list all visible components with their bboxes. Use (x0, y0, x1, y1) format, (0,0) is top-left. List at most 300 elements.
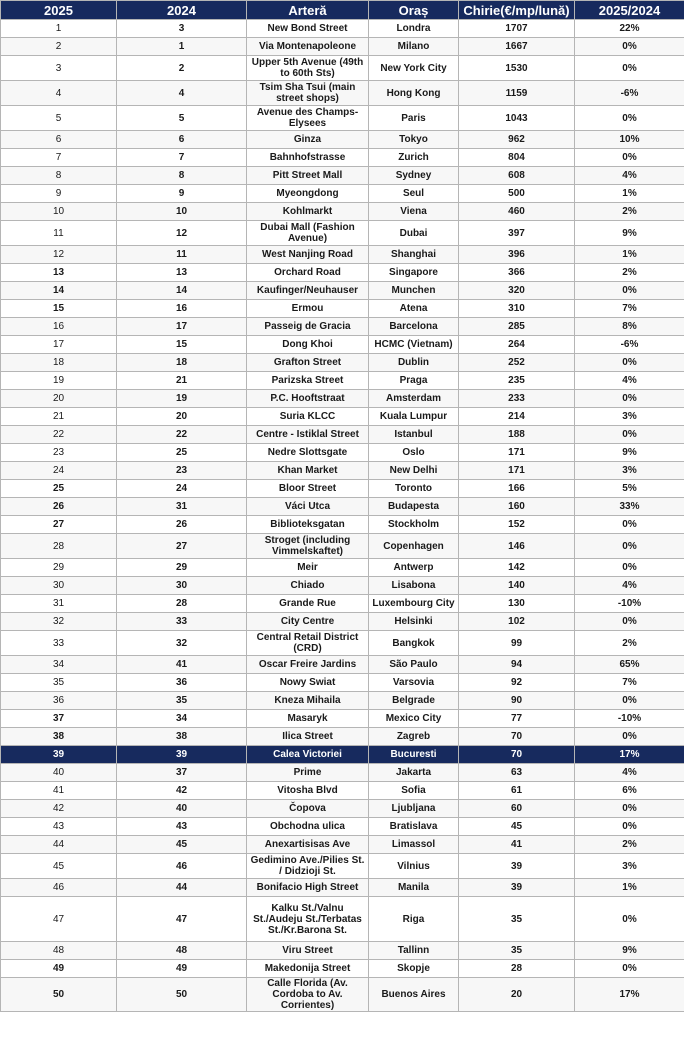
rank-2025-cell: 14 (1, 282, 117, 300)
rent-cell: 252 (459, 354, 575, 372)
rent-cell: 166 (459, 480, 575, 498)
rank-2024-cell: 50 (117, 978, 247, 1012)
city-cell: New Delhi (369, 462, 459, 480)
header-rent: Chirie(€/mp/lună) (459, 1, 575, 20)
rank-2025-cell: 43 (1, 818, 117, 836)
city-cell: Seul (369, 185, 459, 203)
rent-cell: 233 (459, 390, 575, 408)
city-cell: Zurich (369, 149, 459, 167)
rank-2025-cell: 49 (1, 960, 117, 978)
table-row (1, 613, 684, 631)
change-cell: 33% (575, 498, 684, 516)
rank-2024-cell: 23 (117, 462, 247, 480)
rank-2025-cell: 12 (1, 246, 117, 264)
street-cell: Chiado (247, 577, 369, 595)
rent-cell: 1530 (459, 56, 575, 81)
change-cell: 0% (575, 38, 684, 56)
table-row (1, 854, 684, 879)
change-cell: 9% (575, 221, 684, 246)
rank-2025-cell: 27 (1, 516, 117, 534)
street-cell: Orchard Road (247, 264, 369, 282)
rank-2025-cell: 30 (1, 577, 117, 595)
city-cell: Lisabona (369, 577, 459, 595)
rank-2025-cell: 2 (1, 38, 117, 56)
table-row (1, 710, 684, 728)
city-cell: Vilnius (369, 854, 459, 879)
city-cell: Bangkok (369, 631, 459, 656)
rank-2025-cell: 1 (1, 20, 117, 38)
city-cell: Kuala Lumpur (369, 408, 459, 426)
street-cell: West Nanjing Road (247, 246, 369, 264)
rank-2025-cell: 44 (1, 836, 117, 854)
table-row (1, 595, 684, 613)
table-row (1, 426, 684, 444)
rank-2025-cell: 38 (1, 728, 117, 746)
table-row (1, 782, 684, 800)
rank-2025-cell: 20 (1, 390, 117, 408)
city-cell: Tallinn (369, 942, 459, 960)
rent-cell: 608 (459, 167, 575, 185)
rank-2024-cell: 18 (117, 354, 247, 372)
rent-cell: 310 (459, 300, 575, 318)
table-body (1, 20, 684, 1012)
street-cell: Calea Victoriei (247, 746, 369, 764)
rank-2025-cell: 5 (1, 106, 117, 131)
rank-2024-cell: 17 (117, 318, 247, 336)
street-cell: Kneza Mihaila (247, 692, 369, 710)
rank-2024-cell: 9 (117, 185, 247, 203)
street-cell: Pitt Street Mall (247, 167, 369, 185)
city-cell: Belgrade (369, 692, 459, 710)
rent-cell: 61 (459, 782, 575, 800)
table-row (1, 534, 684, 559)
rank-2024-cell: 44 (117, 879, 247, 897)
rank-2025-cell: 13 (1, 264, 117, 282)
street-cell: Makedonija Street (247, 960, 369, 978)
street-cell: P.C. Hooftstraat (247, 390, 369, 408)
change-cell: 0% (575, 559, 684, 577)
street-cell: Myeongdong (247, 185, 369, 203)
city-cell: Praga (369, 372, 459, 390)
rent-cell: 1667 (459, 38, 575, 56)
rent-cell: 41 (459, 836, 575, 854)
table-row (1, 480, 684, 498)
rank-2024-cell: 15 (117, 336, 247, 354)
rent-cell: 102 (459, 613, 575, 631)
rank-2024-cell: 26 (117, 516, 247, 534)
rent-cell: 130 (459, 595, 575, 613)
table-row (1, 800, 684, 818)
street-cell: Stroget (including Vimmelskaftet) (247, 534, 369, 559)
rent-cell: 285 (459, 318, 575, 336)
table-row (1, 38, 684, 56)
rent-cell: 171 (459, 444, 575, 462)
street-cell: Obchodna ulica (247, 818, 369, 836)
rank-2025-cell: 4 (1, 81, 117, 106)
rank-2024-cell: 8 (117, 167, 247, 185)
street-cell: Gedimino Ave./Pilies St. / Didzioji St. (247, 854, 369, 879)
change-cell: 0% (575, 897, 684, 942)
rank-2024-cell: 7 (117, 149, 247, 167)
change-cell: 2% (575, 203, 684, 221)
rank-2025-cell: 29 (1, 559, 117, 577)
rank-2024-cell: 20 (117, 408, 247, 426)
city-cell: Bratislava (369, 818, 459, 836)
table-row (1, 264, 684, 282)
change-cell: -6% (575, 336, 684, 354)
city-cell: Stockholm (369, 516, 459, 534)
rank-2025-cell: 16 (1, 318, 117, 336)
rent-cell: 188 (459, 426, 575, 444)
table-row (1, 631, 684, 656)
table-row (1, 498, 684, 516)
rank-2025-cell: 35 (1, 674, 117, 692)
rent-cell: 152 (459, 516, 575, 534)
street-cell: Čopova (247, 800, 369, 818)
rank-2025-cell: 25 (1, 480, 117, 498)
street-cell: Calle Florida (Av. Cordoba to Av. Corrientes) (247, 978, 369, 1012)
rent-cell: 171 (459, 462, 575, 480)
city-cell: Oslo (369, 444, 459, 462)
change-cell: 0% (575, 692, 684, 710)
city-cell: Sydney (369, 167, 459, 185)
change-cell: -10% (575, 595, 684, 613)
rank-2024-cell: 31 (117, 498, 247, 516)
rank-2024-cell: 46 (117, 854, 247, 879)
change-cell: 9% (575, 444, 684, 462)
rank-2024-cell: 42 (117, 782, 247, 800)
street-cell: Ermou (247, 300, 369, 318)
table-row (1, 221, 684, 246)
rank-2024-cell: 1 (117, 38, 247, 56)
rank-2024-cell: 14 (117, 282, 247, 300)
table-row (1, 282, 684, 300)
table-row (1, 318, 684, 336)
rent-cell: 1707 (459, 20, 575, 38)
table-row (1, 559, 684, 577)
rent-cell: 77 (459, 710, 575, 728)
rank-2025-cell: 11 (1, 221, 117, 246)
rank-2024-cell: 13 (117, 264, 247, 282)
city-cell: Zagreb (369, 728, 459, 746)
table-row (1, 942, 684, 960)
rank-2024-cell: 11 (117, 246, 247, 264)
street-cell: Parizska Street (247, 372, 369, 390)
rent-cell: 60 (459, 800, 575, 818)
table-row (1, 516, 684, 534)
table-row (1, 836, 684, 854)
change-cell: 0% (575, 534, 684, 559)
rent-cell: 70 (459, 746, 575, 764)
table-row (1, 185, 684, 203)
rank-2024-cell: 28 (117, 595, 247, 613)
rent-cell: 92 (459, 674, 575, 692)
city-cell: Barcelona (369, 318, 459, 336)
street-cell: Vitosha Blvd (247, 782, 369, 800)
city-cell: Paris (369, 106, 459, 131)
table-row (1, 300, 684, 318)
city-cell: New York City (369, 56, 459, 81)
street-cell: Oscar Freire Jardins (247, 656, 369, 674)
rent-cell: 264 (459, 336, 575, 354)
city-cell: Dublin (369, 354, 459, 372)
table-row (1, 818, 684, 836)
rent-cell: 90 (459, 692, 575, 710)
rent-cell: 39 (459, 854, 575, 879)
city-cell: Ljubljana (369, 800, 459, 818)
table-row (1, 692, 684, 710)
city-cell: Milano (369, 38, 459, 56)
rank-2025-cell: 36 (1, 692, 117, 710)
rank-2024-cell: 34 (117, 710, 247, 728)
rank-2024-cell: 45 (117, 836, 247, 854)
city-cell: Munchen (369, 282, 459, 300)
rank-2025-cell: 33 (1, 631, 117, 656)
rank-2025-cell: 22 (1, 426, 117, 444)
table-row (1, 462, 684, 480)
change-cell: 0% (575, 818, 684, 836)
city-cell: Jakarta (369, 764, 459, 782)
table-row (1, 746, 684, 764)
table-row (1, 879, 684, 897)
street-cell: Passeig de Gracia (247, 318, 369, 336)
change-cell: 0% (575, 728, 684, 746)
street-cell: Viru Street (247, 942, 369, 960)
street-cell: Bloor Street (247, 480, 369, 498)
rank-2024-cell: 22 (117, 426, 247, 444)
city-cell: Tokyo (369, 131, 459, 149)
city-cell: HCMC (Vietnam) (369, 336, 459, 354)
change-cell: 0% (575, 960, 684, 978)
table-row (1, 897, 684, 942)
city-cell: Singapore (369, 264, 459, 282)
city-cell: São Paulo (369, 656, 459, 674)
rent-cell: 460 (459, 203, 575, 221)
rent-cell: 214 (459, 408, 575, 426)
city-cell: Dubai (369, 221, 459, 246)
rank-2025-cell: 24 (1, 462, 117, 480)
street-cell: Kalku St./Valnu St./Audeju St./Terbatas St./Kr.Barona St. (247, 897, 369, 942)
city-cell: Amsterdam (369, 390, 459, 408)
change-cell: 0% (575, 282, 684, 300)
change-cell: 4% (575, 167, 684, 185)
rank-2025-cell: 21 (1, 408, 117, 426)
rank-2024-cell: 38 (117, 728, 247, 746)
rank-2024-cell: 33 (117, 613, 247, 631)
rank-2024-cell: 32 (117, 631, 247, 656)
rank-2025-cell: 32 (1, 613, 117, 631)
table-row (1, 674, 684, 692)
rent-cell: 366 (459, 264, 575, 282)
change-cell: 0% (575, 354, 684, 372)
rank-2024-cell: 19 (117, 390, 247, 408)
table-row (1, 203, 684, 221)
rank-2025-cell: 6 (1, 131, 117, 149)
street-cell: Ilica Street (247, 728, 369, 746)
street-cell: Masaryk (247, 710, 369, 728)
rank-2024-cell: 2 (117, 56, 247, 81)
rent-cell: 804 (459, 149, 575, 167)
rank-2024-cell: 4 (117, 81, 247, 106)
table-row (1, 577, 684, 595)
rent-cell: 63 (459, 764, 575, 782)
rent-cell: 160 (459, 498, 575, 516)
city-cell: Viena (369, 203, 459, 221)
rank-2025-cell: 8 (1, 167, 117, 185)
rank-2024-cell: 30 (117, 577, 247, 595)
rank-2024-cell: 41 (117, 656, 247, 674)
rank-2024-cell: 16 (117, 300, 247, 318)
city-cell: Toronto (369, 480, 459, 498)
rent-cell: 500 (459, 185, 575, 203)
rent-cell: 35 (459, 897, 575, 942)
street-cell: Prime (247, 764, 369, 782)
city-cell: Limassol (369, 836, 459, 854)
header-change: 2025/2024 (575, 1, 684, 20)
change-cell: 17% (575, 978, 684, 1012)
change-cell: 7% (575, 300, 684, 318)
rent-cell: 320 (459, 282, 575, 300)
rent-cell: 140 (459, 577, 575, 595)
rank-2024-cell: 21 (117, 372, 247, 390)
rent-cell: 28 (459, 960, 575, 978)
rank-2024-cell: 3 (117, 20, 247, 38)
change-cell: 7% (575, 674, 684, 692)
rent-cell: 94 (459, 656, 575, 674)
street-cell: Khan Market (247, 462, 369, 480)
table-row (1, 131, 684, 149)
rank-2025-cell: 31 (1, 595, 117, 613)
rank-2024-cell: 29 (117, 559, 247, 577)
rank-2025-cell: 41 (1, 782, 117, 800)
change-cell: 0% (575, 800, 684, 818)
change-cell: 4% (575, 764, 684, 782)
change-cell: 0% (575, 516, 684, 534)
street-cell: Anexartisisas Ave (247, 836, 369, 854)
rent-cell: 99 (459, 631, 575, 656)
rent-cell: 142 (459, 559, 575, 577)
rank-2025-cell: 7 (1, 149, 117, 167)
change-cell: 0% (575, 613, 684, 631)
city-cell: Manila (369, 879, 459, 897)
city-cell: Mexico City (369, 710, 459, 728)
change-cell: 1% (575, 185, 684, 203)
table-row (1, 764, 684, 782)
table-row (1, 444, 684, 462)
change-cell: 1% (575, 246, 684, 264)
table-row (1, 246, 684, 264)
change-cell: 2% (575, 631, 684, 656)
rank-2024-cell: 47 (117, 897, 247, 942)
rent-cell: 1043 (459, 106, 575, 131)
street-cell: Ginza (247, 131, 369, 149)
change-cell: 0% (575, 390, 684, 408)
rank-2025-cell: 37 (1, 710, 117, 728)
rank-2025-cell: 46 (1, 879, 117, 897)
street-cell: Kohlmarkt (247, 203, 369, 221)
change-cell: 4% (575, 577, 684, 595)
table-row (1, 390, 684, 408)
city-cell: Bucuresti (369, 746, 459, 764)
rent-cell: 962 (459, 131, 575, 149)
street-cell: Váci Utca (247, 498, 369, 516)
street-cell: Biblioteksgatan (247, 516, 369, 534)
city-cell: Antwerp (369, 559, 459, 577)
city-cell: Istanbul (369, 426, 459, 444)
street-cell: Bahnhofstrasse (247, 149, 369, 167)
rent-cell: 235 (459, 372, 575, 390)
street-cell: Nowy Swiat (247, 674, 369, 692)
street-cell: Grafton Street (247, 354, 369, 372)
street-cell: Grande Rue (247, 595, 369, 613)
rank-2025-cell: 45 (1, 854, 117, 879)
rent-cell: 397 (459, 221, 575, 246)
change-cell: 1% (575, 879, 684, 897)
street-cell: Dong Khoi (247, 336, 369, 354)
table-row (1, 354, 684, 372)
street-cell: Tsim Sha Tsui (main street shops) (247, 81, 369, 106)
change-cell: 8% (575, 318, 684, 336)
rank-2025-cell: 39 (1, 746, 117, 764)
change-cell: -10% (575, 710, 684, 728)
street-cell: Meir (247, 559, 369, 577)
rank-2025-cell: 15 (1, 300, 117, 318)
header-city: Oraș (369, 1, 459, 20)
table-row (1, 656, 684, 674)
rank-2024-cell: 49 (117, 960, 247, 978)
rent-cell: 396 (459, 246, 575, 264)
change-cell: 3% (575, 408, 684, 426)
street-cell: Nedre Slottsgate (247, 444, 369, 462)
rent-cell: 35 (459, 942, 575, 960)
header-rank-2024: 2024 (117, 1, 247, 20)
rank-2024-cell: 40 (117, 800, 247, 818)
city-cell: Copenhagen (369, 534, 459, 559)
rank-2025-cell: 47 (1, 897, 117, 942)
street-cell: New Bond Street (247, 20, 369, 38)
table-row (1, 336, 684, 354)
change-cell: 10% (575, 131, 684, 149)
change-cell: 0% (575, 426, 684, 444)
rank-2024-cell: 24 (117, 480, 247, 498)
change-cell: 0% (575, 149, 684, 167)
table-header (1, 1, 684, 20)
table-row (1, 149, 684, 167)
change-cell: 0% (575, 56, 684, 81)
rank-2025-cell: 10 (1, 203, 117, 221)
change-cell: 2% (575, 836, 684, 854)
street-cell: Suria KLCC (247, 408, 369, 426)
rent-cell: 39 (459, 879, 575, 897)
street-cell: Central Retail District (CRD) (247, 631, 369, 656)
change-cell: 17% (575, 746, 684, 764)
city-cell: Shanghai (369, 246, 459, 264)
city-cell: Luxembourg City (369, 595, 459, 613)
rank-2025-cell: 42 (1, 800, 117, 818)
table-row (1, 978, 684, 1012)
table-row (1, 106, 684, 131)
table-row (1, 81, 684, 106)
change-cell: 2% (575, 264, 684, 282)
city-cell: Hong Kong (369, 81, 459, 106)
table-row (1, 20, 684, 38)
change-cell: 0% (575, 106, 684, 131)
rank-2024-cell: 39 (117, 746, 247, 764)
rank-2025-cell: 50 (1, 978, 117, 1012)
rank-2024-cell: 48 (117, 942, 247, 960)
city-cell: Atena (369, 300, 459, 318)
city-cell: Budapesta (369, 498, 459, 516)
